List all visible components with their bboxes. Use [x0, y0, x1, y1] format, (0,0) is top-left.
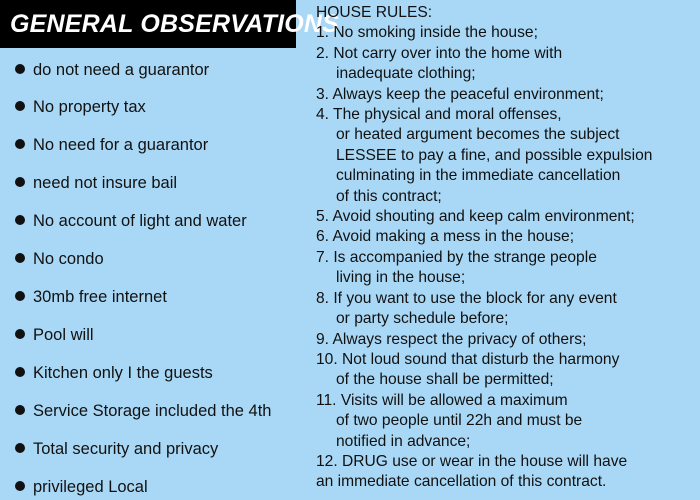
rule-line: an immediate cancellation of this contract.: [316, 473, 607, 491]
observation-item: [15, 475, 148, 499]
house-rules-section: [316, 3, 696, 493]
rule-line: 7. Is accompanied by the strange people: [316, 248, 597, 266]
rule-line: 1. No smoking inside the house;: [316, 24, 538, 42]
observation-text: 30mb free internet: [33, 288, 167, 306]
rule-line: inadequate clothing;: [336, 65, 476, 83]
observation-text: No need for a guarantor: [33, 136, 209, 154]
rule-line: notified in advance;: [336, 432, 471, 450]
observation-item: [15, 247, 104, 271]
bullet-icon: [15, 329, 25, 339]
rule-line: 8. If you want to use the block for any event: [316, 289, 617, 307]
bullet-icon: [15, 405, 25, 415]
observation-item: [15, 361, 213, 385]
bullet-icon: [15, 139, 25, 149]
rule-line: or heated argument becomes the subject: [336, 126, 620, 144]
observation-item: [15, 285, 167, 309]
rule-line: 3. Always keep the peaceful environment;: [316, 85, 604, 103]
bullet-icon: [15, 367, 25, 377]
bullet-icon: [15, 443, 25, 453]
observation-text: No condo: [33, 250, 104, 268]
observation-text: No property tax: [33, 98, 146, 116]
observation-item: [15, 95, 146, 119]
house-rules-title: HOUSE RULES:: [316, 4, 433, 21]
observation-text: do not need a guarantor: [33, 61, 210, 79]
observation-text: Total security and privacy: [33, 440, 219, 458]
observation-item: [15, 58, 209, 82]
observation-item: [15, 133, 208, 157]
rule-line: or party schedule before;: [336, 310, 509, 328]
rule-line: LESSEE to pay a fine, and possible expulsion: [336, 146, 653, 164]
rule-line: 12. DRUG use or wear in the house will have: [316, 452, 628, 470]
bullet-icon: [15, 481, 25, 491]
observation-item: [15, 171, 177, 195]
rule-line: 11. Visits will be allowed a maximum: [316, 391, 568, 409]
rule-line: 6. Avoid making a mess in the house;: [316, 228, 575, 246]
observation-item: [15, 209, 247, 233]
rule-line: of two people until 22h and must be: [336, 412, 583, 430]
rule-line: 10. Not loud sound that disturb the harmony: [316, 350, 620, 368]
rule-line: living in the house;: [336, 269, 466, 287]
bullet-icon: [15, 177, 25, 187]
bullet-icon: [15, 64, 25, 74]
observation-item: [15, 437, 218, 461]
observation-text: need not insure bail: [33, 174, 178, 192]
rule-line: 9. Always respect the privacy of others;: [316, 330, 587, 348]
observation-item: [15, 399, 272, 423]
observation-text: privileged Local: [33, 478, 148, 496]
bullet-icon: [15, 291, 25, 301]
rule-line: 2. Not carry over into the home with: [316, 44, 563, 62]
observations-title: GENERAL OBSERVATIONS: [10, 10, 340, 38]
observation-text: Service Storage included the 4th: [33, 402, 272, 420]
rule-line: 4. The physical and moral offenses,: [316, 106, 562, 124]
bullet-icon: [15, 253, 25, 263]
rule-line: 5. Avoid shouting and keep calm environment;: [316, 208, 635, 226]
observation-text: Pool will: [33, 326, 94, 344]
bullet-icon: [15, 215, 25, 225]
observation-text: No account of light and water: [33, 212, 247, 230]
observation-item: [15, 323, 94, 347]
rule-line: culminating in the immediate cancellation: [336, 167, 621, 185]
rule-line: of the house shall be permitted;: [336, 371, 554, 389]
rule-line: of this contract;: [336, 187, 442, 205]
observations-list: [0, 0, 300, 500]
bullet-icon: [15, 101, 25, 111]
observation-text: Kitchen only I the guests: [33, 364, 213, 382]
